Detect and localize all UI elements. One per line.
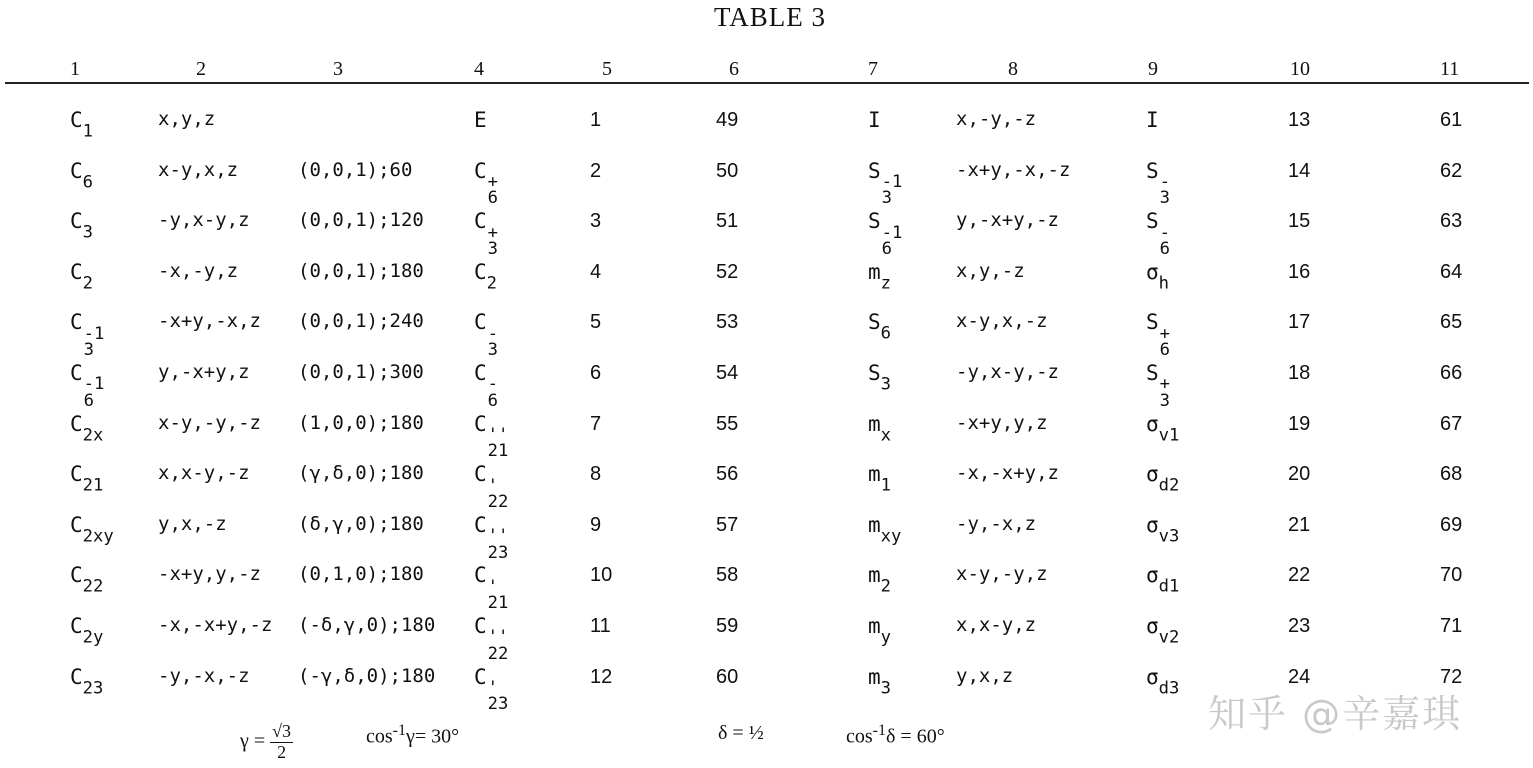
inverted-coordinates: -x+y,-x,-z bbox=[956, 158, 1071, 181]
column-header-2: 2 bbox=[196, 58, 206, 80]
symbol-scripts bbox=[488, 680, 509, 713]
rotation-axis-angle: (0,0,1);180 bbox=[298, 259, 424, 282]
symbol-scripts bbox=[488, 427, 509, 460]
symbol-base: C bbox=[474, 209, 487, 234]
element-index: 4 bbox=[590, 260, 602, 283]
symbol-subscript: 23 bbox=[487, 542, 509, 563]
symbol-subscript: 2 bbox=[880, 576, 892, 597]
symbol-subscript: 22 bbox=[82, 576, 104, 597]
symbol-scripts bbox=[84, 376, 105, 409]
symbol-subscript: 2x bbox=[82, 425, 104, 446]
symbol-subscript: 2 bbox=[82, 273, 94, 294]
symbol-base: m bbox=[868, 614, 881, 638]
alt-symbol bbox=[1146, 310, 1171, 361]
operation-symbol bbox=[70, 211, 93, 242]
symbol-scripts bbox=[881, 222, 903, 259]
alt-symbol bbox=[1146, 158, 1171, 209]
coordinate-triplet: x-y,x,z bbox=[158, 158, 239, 181]
symbol-subscript: d1 bbox=[1158, 576, 1180, 597]
symbol-subscript: 3 bbox=[82, 222, 94, 243]
index-49-60: 58 bbox=[716, 564, 739, 587]
operation-symbol bbox=[70, 411, 104, 446]
gamma-label: γ = bbox=[240, 729, 266, 752]
improper-symbol bbox=[868, 664, 892, 699]
symbol-base: E bbox=[474, 108, 487, 132]
inverted-coordinates: x,x-y,z bbox=[956, 614, 1037, 636]
operation-symbol bbox=[70, 565, 103, 596]
symbol-base: m bbox=[868, 462, 881, 487]
rotation-axis-angle: (γ,δ,0);180 bbox=[298, 462, 424, 485]
alt-symbol bbox=[1146, 211, 1170, 257]
symbol-base: C bbox=[474, 512, 487, 537]
symbol-superscript: + bbox=[487, 222, 499, 243]
inverted-coordinates: y,-x+y,-z bbox=[956, 209, 1059, 232]
group-element bbox=[474, 211, 498, 257]
index-61-72: 70 bbox=[1440, 564, 1463, 587]
element-index: 6 bbox=[590, 362, 602, 384]
improper-symbol bbox=[868, 110, 881, 131]
footnote-gamma bbox=[240, 722, 293, 763]
symbol-subscript: 3 bbox=[487, 340, 499, 361]
symbol-subscript: 2y bbox=[82, 627, 104, 648]
column-header-3: 3 bbox=[333, 58, 343, 80]
element-index: 5 bbox=[590, 311, 602, 334]
symbol-base: C bbox=[474, 158, 487, 183]
symbol-subscript: 21 bbox=[487, 593, 509, 614]
symbol-subscript: y bbox=[880, 627, 892, 648]
symbol-base: σ bbox=[1146, 411, 1159, 436]
inverse-exponent: -1 bbox=[872, 722, 886, 739]
symbol-scripts bbox=[1159, 323, 1171, 361]
column-header-1: 1 bbox=[70, 58, 80, 80]
symbol-subscript: 6 bbox=[82, 172, 94, 193]
column-header-7: 7 bbox=[868, 58, 878, 80]
symbol-superscript: + bbox=[1159, 323, 1171, 344]
symbol-base: C bbox=[70, 158, 83, 183]
symbol-base: C bbox=[70, 462, 83, 487]
symbol-subscript: 23 bbox=[82, 678, 104, 699]
symbol-scripts bbox=[1160, 376, 1170, 409]
element-index: 1 bbox=[590, 109, 602, 131]
alt-symbol bbox=[1146, 110, 1159, 131]
index-61-72: 69 bbox=[1440, 513, 1463, 536]
improper-symbol bbox=[868, 158, 903, 209]
symbol-superscript: - bbox=[487, 323, 499, 344]
symbol-base: S bbox=[868, 209, 881, 234]
alt-symbol bbox=[1146, 616, 1179, 647]
coordinate-triplet: -x,-y,z bbox=[158, 259, 239, 282]
cos-text: cos bbox=[366, 725, 393, 748]
symbol-base: C bbox=[70, 664, 83, 689]
symbol-base: C bbox=[474, 563, 487, 588]
symbol-base: C bbox=[70, 209, 83, 234]
inverted-coordinates: -y,-x,z bbox=[956, 512, 1037, 535]
symbol-superscript: - bbox=[1159, 222, 1171, 243]
symbol-subscript: 6 bbox=[83, 390, 95, 411]
alt-symbol bbox=[1146, 411, 1180, 446]
symbol-subscript: d3 bbox=[1158, 678, 1180, 699]
symbol-base: m bbox=[868, 563, 881, 588]
improper-symbol bbox=[868, 616, 891, 647]
improper-symbol bbox=[868, 411, 892, 446]
element-index: 9 bbox=[590, 513, 602, 536]
symbol-scripts bbox=[487, 576, 509, 614]
symbol-base: I bbox=[868, 108, 881, 132]
symbol-base: C bbox=[70, 361, 83, 385]
group-element bbox=[474, 411, 509, 462]
element-index: 12 bbox=[590, 665, 613, 688]
symbol-superscript: '' bbox=[487, 627, 509, 648]
element-index: 2 bbox=[590, 159, 602, 182]
alt-symbol bbox=[1146, 664, 1180, 699]
improper-symbol bbox=[868, 464, 891, 495]
coordinate-triplet: y,x,-z bbox=[158, 512, 227, 535]
symbol-base: m bbox=[868, 411, 881, 436]
footnote-delta: δ = ½ bbox=[718, 722, 764, 744]
fraction-denominator: 2 bbox=[277, 741, 287, 762]
symbol-base: C bbox=[70, 310, 83, 335]
symbol-superscript: ' bbox=[487, 475, 499, 496]
symbol-superscript: '' bbox=[487, 425, 509, 446]
operation-symbol bbox=[70, 664, 104, 699]
symbol-subscript: 3 bbox=[83, 340, 95, 361]
rotation-axis-angle: (0,0,1);300 bbox=[298, 361, 424, 383]
index-61-72: 67 bbox=[1440, 412, 1463, 435]
index-49-60: 50 bbox=[716, 159, 739, 182]
index-61-72: 72 bbox=[1440, 665, 1463, 688]
index-13-24: 23 bbox=[1288, 615, 1311, 637]
symbol-subscript: v3 bbox=[1158, 526, 1180, 547]
column-header-4: 4 bbox=[474, 58, 484, 80]
rotation-axis-angle: (0,0,1);120 bbox=[298, 209, 424, 232]
symbol-subscript: h bbox=[1158, 273, 1170, 294]
symbol-subscript: x bbox=[880, 425, 892, 446]
symbol-base: C bbox=[474, 614, 487, 638]
index-13-24: 18 bbox=[1288, 362, 1311, 384]
symbol-scripts bbox=[488, 629, 509, 662]
alt-symbol bbox=[1146, 464, 1179, 495]
symbol-subscript: z bbox=[880, 273, 892, 294]
symbol-subscript: 22 bbox=[487, 643, 509, 664]
symbol-superscript: -1 bbox=[881, 172, 903, 193]
coordinate-triplet: -y,-x,-z bbox=[158, 664, 250, 687]
symbol-superscript: -1 bbox=[83, 374, 105, 395]
inverted-coordinates: -y,x-y,-z bbox=[956, 361, 1059, 383]
improper-symbol bbox=[868, 512, 902, 547]
symbol-base: C bbox=[474, 664, 487, 689]
rotation-axis-angle: (0,0,1);60 bbox=[298, 158, 413, 181]
symbol-scripts bbox=[487, 222, 499, 259]
symbol-superscript: ' bbox=[487, 576, 499, 597]
symbol-base: σ bbox=[1146, 259, 1159, 284]
symbol-superscript: '' bbox=[487, 526, 509, 547]
symbol-subscript: 21 bbox=[82, 475, 104, 496]
symbol-base: C bbox=[474, 462, 487, 487]
cos-text: cos bbox=[846, 725, 873, 748]
symbol-subscript: xy bbox=[880, 526, 902, 547]
index-49-60: 51 bbox=[716, 210, 739, 233]
element-index: 11 bbox=[590, 615, 611, 637]
watermark: 知乎 @辛嘉琪 bbox=[1208, 692, 1463, 736]
index-49-60: 55 bbox=[716, 412, 739, 435]
symbol-base: C bbox=[70, 108, 83, 132]
symbol-subscript: 6 bbox=[1159, 340, 1171, 361]
index-61-72: 62 bbox=[1440, 159, 1463, 182]
symbol-subscript: d2 bbox=[1158, 475, 1180, 496]
column-header-9: 9 bbox=[1148, 58, 1158, 80]
symbol-base: C bbox=[474, 310, 487, 335]
index-49-60: 53 bbox=[716, 311, 739, 334]
symbol-base: I bbox=[1146, 108, 1159, 132]
index-13-24: 14 bbox=[1288, 159, 1311, 182]
group-element bbox=[474, 616, 508, 662]
symbol-subscript: 1 bbox=[880, 475, 892, 496]
group-element bbox=[474, 563, 509, 614]
table-title: TABLE 3 bbox=[713, 2, 827, 32]
index-49-60: 57 bbox=[716, 513, 739, 536]
symbol-scripts bbox=[1160, 174, 1170, 207]
symbol-subscript: 22 bbox=[487, 492, 509, 512]
index-61-72: 66 bbox=[1440, 362, 1463, 384]
symbol-base: C bbox=[70, 259, 83, 284]
element-index: 3 bbox=[590, 210, 602, 233]
index-13-24: 19 bbox=[1288, 412, 1311, 435]
symbol-base: m bbox=[868, 259, 881, 284]
index-61-72: 63 bbox=[1440, 210, 1463, 233]
symbol-scripts bbox=[83, 323, 105, 361]
alt-symbol bbox=[1146, 565, 1179, 596]
symbol-subscript: 6 bbox=[487, 390, 499, 411]
coordinate-triplet: x,x-y,-z bbox=[158, 462, 250, 485]
group-element bbox=[474, 664, 509, 715]
symbol-scripts bbox=[487, 475, 509, 512]
header-rule bbox=[5, 82, 1529, 84]
coordinate-triplet: -y,x-y,z bbox=[158, 209, 250, 232]
symbol-subscript: 2xy bbox=[82, 526, 114, 547]
index-61-72: 65 bbox=[1440, 311, 1463, 334]
coordinate-triplet: x-y,-y,-z bbox=[158, 411, 261, 434]
cos-delta-value: δ = 60° bbox=[886, 725, 945, 748]
inverted-coordinates: x,-y,-z bbox=[956, 108, 1037, 130]
symbol-superscript: -1 bbox=[881, 222, 903, 243]
symbol-superscript: + bbox=[1159, 374, 1171, 395]
symbol-superscript: - bbox=[487, 374, 499, 395]
footnote-cos-delta bbox=[846, 722, 945, 749]
symbol-base: C bbox=[70, 512, 83, 537]
index-13-24: 24 bbox=[1288, 665, 1311, 688]
symbol-base: σ bbox=[1146, 462, 1159, 487]
index-61-72: 68 bbox=[1440, 463, 1463, 486]
rotation-axis-angle: (-γ,δ,0);180 bbox=[298, 664, 436, 687]
improper-symbol bbox=[868, 259, 892, 294]
symbol-base: σ bbox=[1146, 563, 1159, 588]
index-13-24: 17 bbox=[1288, 311, 1311, 334]
index-49-60: 52 bbox=[716, 260, 739, 283]
fraction-numerator: √3 bbox=[272, 721, 292, 741]
index-13-24: 13 bbox=[1288, 109, 1311, 131]
symbol-base: C bbox=[70, 411, 83, 436]
index-49-60: 60 bbox=[716, 665, 739, 688]
operation-symbol bbox=[70, 363, 104, 409]
rotation-axis-angle: (1,0,0);180 bbox=[298, 411, 424, 434]
coordinate-triplet: y,-x+y,z bbox=[158, 361, 250, 383]
symbol-base: C bbox=[70, 563, 83, 588]
alt-symbol bbox=[1146, 512, 1180, 547]
symbol-subscript: 3 bbox=[487, 239, 499, 259]
alt-symbol bbox=[1146, 259, 1170, 294]
index-61-72: 71 bbox=[1440, 615, 1463, 637]
symbol-subscript: 6 bbox=[881, 239, 893, 259]
inverted-coordinates: x-y,x,-z bbox=[956, 310, 1048, 333]
symbol-base: C bbox=[70, 614, 83, 638]
coordinate-triplet: -x+y,y,-z bbox=[158, 563, 261, 586]
symbol-subscript: 3 bbox=[881, 188, 893, 209]
operation-symbol bbox=[70, 616, 103, 647]
index-61-72: 64 bbox=[1440, 260, 1463, 283]
inverted-coordinates: -x,-x+y,z bbox=[956, 462, 1059, 485]
coordinate-triplet: x,y,z bbox=[158, 108, 216, 130]
symbol-scripts bbox=[487, 323, 499, 361]
symbol-subscript: 6 bbox=[1159, 239, 1171, 259]
operation-symbol bbox=[70, 110, 93, 141]
symbol-base: σ bbox=[1146, 614, 1159, 638]
symbol-superscript: ' bbox=[487, 678, 499, 699]
operation-symbol bbox=[70, 158, 94, 193]
operation-symbol bbox=[70, 512, 114, 547]
group-element bbox=[474, 464, 508, 510]
symbol-subscript: 6 bbox=[880, 323, 892, 344]
index-13-24: 21 bbox=[1288, 513, 1311, 536]
alt-symbol bbox=[1146, 363, 1170, 409]
index-61-72: 61 bbox=[1440, 109, 1463, 131]
sqrt3-over-2 bbox=[270, 722, 293, 763]
element-index: 7 bbox=[590, 412, 602, 435]
column-header-11: 11 bbox=[1440, 58, 1460, 80]
symbol-base: S bbox=[1146, 209, 1159, 234]
symbol-superscript: + bbox=[487, 172, 499, 193]
index-49-60: 49 bbox=[716, 109, 739, 131]
symbol-scripts bbox=[488, 174, 498, 207]
improper-symbol bbox=[868, 312, 891, 343]
improper-symbol bbox=[868, 363, 891, 394]
column-header-6: 6 bbox=[729, 58, 739, 80]
symbol-base: σ bbox=[1146, 512, 1159, 537]
rotation-axis-angle: (0,0,1);240 bbox=[298, 310, 424, 333]
symbol-superscript: -1 bbox=[83, 323, 105, 344]
coordinate-triplet: -x,-x+y,-z bbox=[158, 614, 273, 636]
improper-symbol bbox=[868, 565, 891, 596]
group-element bbox=[474, 310, 499, 361]
symbol-base: S bbox=[1146, 361, 1159, 385]
symbol-base: σ bbox=[1146, 664, 1159, 689]
inverse-exponent: -1 bbox=[392, 722, 406, 739]
index-49-60: 54 bbox=[716, 362, 739, 384]
symbol-scripts bbox=[1159, 222, 1171, 259]
rotation-axis-angle: (-δ,γ,0);180 bbox=[298, 614, 436, 636]
symbol-subscript: 3 bbox=[1159, 188, 1171, 209]
element-index: 10 bbox=[590, 564, 613, 587]
symbol-base: S bbox=[868, 310, 881, 335]
symbol-base: m bbox=[868, 512, 881, 537]
operation-symbol bbox=[70, 259, 94, 294]
symbol-base: m bbox=[868, 664, 881, 689]
symbol-scripts bbox=[488, 528, 509, 561]
index-13-24: 20 bbox=[1288, 463, 1311, 486]
operation-symbol bbox=[70, 464, 103, 495]
group-element bbox=[474, 110, 487, 131]
column-header-5: 5 bbox=[602, 58, 612, 80]
symbol-subscript: 23 bbox=[487, 694, 509, 715]
index-49-60: 56 bbox=[716, 463, 739, 486]
element-index: 8 bbox=[590, 463, 602, 486]
cos-gamma-value: γ= 30° bbox=[406, 725, 460, 748]
rotation-axis-angle: (δ,γ,0);180 bbox=[298, 512, 424, 535]
rotation-axis-angle: (0,1,0);180 bbox=[298, 563, 424, 586]
symbol-base: S bbox=[1146, 310, 1159, 335]
inverted-coordinates: y,x,z bbox=[956, 664, 1014, 687]
group-element bbox=[474, 512, 509, 563]
symbol-base: S bbox=[868, 158, 881, 183]
group-element bbox=[474, 363, 498, 409]
improper-symbol bbox=[868, 211, 902, 257]
symbol-base: C bbox=[474, 411, 487, 436]
symbol-subscript: 2 bbox=[486, 273, 498, 294]
symbol-base: S bbox=[868, 361, 881, 385]
symbol-subscript: 21 bbox=[487, 441, 509, 462]
symbol-scripts bbox=[488, 376, 498, 409]
coordinate-triplet: -x+y,-x,z bbox=[158, 310, 261, 333]
index-13-24: 16 bbox=[1288, 260, 1311, 283]
symbol-subscript: 1 bbox=[82, 121, 94, 142]
symbol-base: S bbox=[1146, 158, 1159, 183]
group-element bbox=[474, 158, 499, 209]
symbol-subscript: v2 bbox=[1158, 627, 1180, 648]
symbol-subscript: 3 bbox=[1159, 390, 1171, 411]
symbol-scripts bbox=[882, 174, 903, 207]
symbol-base: C bbox=[474, 361, 487, 385]
inverted-coordinates: -x+y,y,z bbox=[956, 411, 1048, 434]
inverted-coordinates: x,y,-z bbox=[956, 259, 1025, 282]
index-13-24: 15 bbox=[1288, 210, 1311, 233]
column-header-8: 8 bbox=[1008, 58, 1018, 80]
group-element bbox=[474, 259, 498, 294]
index-13-24: 22 bbox=[1288, 564, 1311, 587]
index-49-60: 59 bbox=[716, 615, 739, 637]
column-header-10: 10 bbox=[1290, 58, 1310, 80]
symbol-subscript: 3 bbox=[880, 374, 892, 395]
symbol-subscript: v1 bbox=[1158, 425, 1180, 446]
inverted-coordinates: x-y,-y,z bbox=[956, 563, 1048, 586]
symbol-subscript: 3 bbox=[880, 678, 892, 699]
symbol-superscript: - bbox=[1159, 172, 1171, 193]
operation-symbol bbox=[70, 310, 105, 361]
symbol-base: C bbox=[474, 259, 487, 284]
footnote-cos-gamma bbox=[366, 722, 459, 749]
symbol-subscript: 6 bbox=[487, 188, 499, 209]
